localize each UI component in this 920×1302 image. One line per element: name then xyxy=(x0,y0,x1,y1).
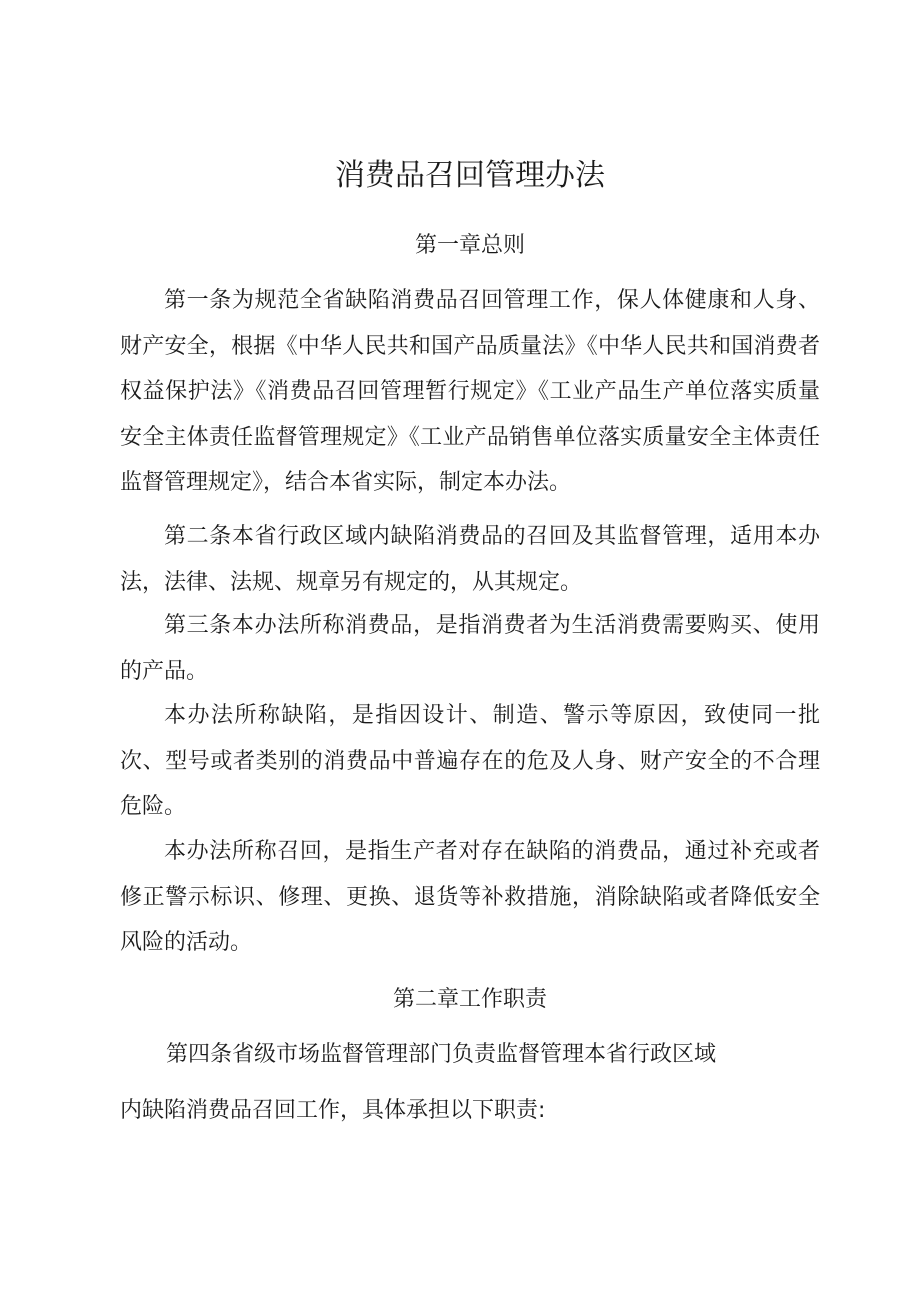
chapter-1-heading: 第一章总则 xyxy=(414,233,525,258)
recall-definition-paragraph: 本办法所称召回，是指生产者对存在缺陷的消费品，通过补充或者修正警示标识、修理、更换、退货等补救措施，消除缺陷或者降低安全风险的活动。 xyxy=(120,839,820,955)
article-4-line-1: 第四条省级市场监督管理部门负责监督管理本省行政区域 xyxy=(166,1042,717,1067)
article-2-paragraph: 第二条本省行政区域内缺陷消费品的召回及其监督管理，适用本办法，法律、法规、规章另有规定的，从其规定。 xyxy=(120,524,820,595)
article-1-paragraph: 第一条为规范全省缺陷消费品召回管理工作，保人体健康和人身、财产安全，根据《中华人民共和国产品质量法》《中华人民共和国消费者权益保护法》《消费品召回管理暂行规定》《工业产品生产单位落实质量安全主体责任监督管理规定》《工业产品销售单位落实质量安全主体责任监督管理规定》，结合本省实际，制定本办法。 xyxy=(120,288,820,495)
article-4-line-2: 内缺陷消费品召回工作，具体承担以下职责: xyxy=(120,1098,546,1123)
document-title: 消费品召回管理办法 xyxy=(335,158,605,193)
chapter-2-heading: 第二章工作职责 xyxy=(392,987,547,1012)
defect-definition-paragraph: 本办法所称缺陷，是指因设计、制造、警示等原因，致使同一批次、型号或者类别的消费品中普遍存在的危及人身、财产安全的不合理危险。 xyxy=(120,703,820,819)
article-3-paragraph: 第三条本办法所称消费品，是指消费者为生活消费需要购买、使用的产品。 xyxy=(120,613,820,684)
